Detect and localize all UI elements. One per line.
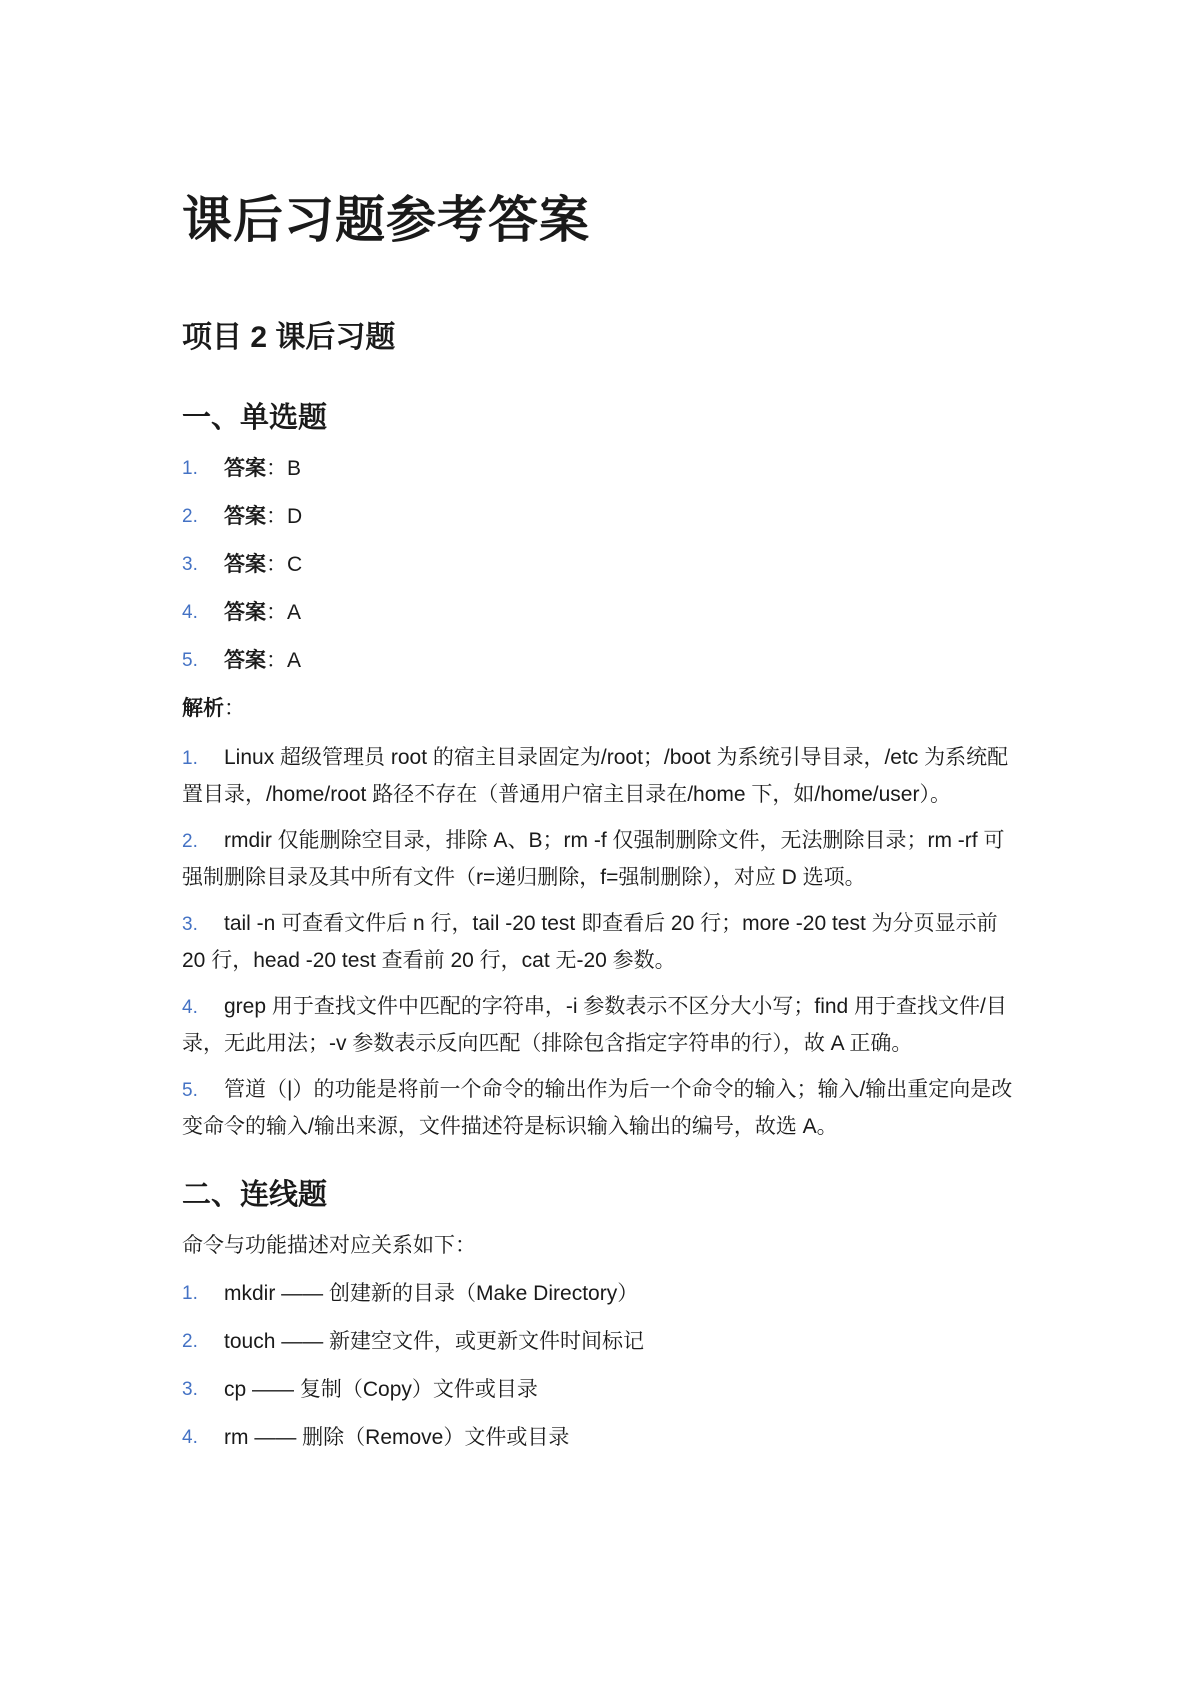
section-matching-title: 二、连线题	[182, 1179, 328, 1211]
analysis-text: Linux 超级管理员 root 的宿主目录固定为/root；/boot 为系统引导目录，/etc 为系统配置目录，/home/root 路径不存在（普通用户宿主目录在/home 下，如/home/user）。	[182, 746, 1009, 806]
analysis-text: grep 用于查找文件中匹配的字符串，-i 参数表示不区分大小写；find 用于查找文件/目录，无此用法；-v 参数表示反向匹配（排除包含指定字符串的行），故 A 正确。	[182, 995, 1007, 1055]
document-content	[182, 190, 1022, 1453]
answer-value: B	[287, 457, 302, 480]
item-number: 2.	[182, 506, 198, 527]
document-title: 课后习题参考答案	[182, 192, 590, 248]
matching-text: mkdir —— 创建新的目录（Make Directory）	[224, 1282, 639, 1305]
matching-list	[182, 1279, 1022, 1453]
matching-item	[182, 1423, 1022, 1453]
matching-item	[182, 1327, 1022, 1357]
item-number: 1.	[182, 1283, 198, 1304]
answer-value: A	[287, 601, 302, 624]
item-number: 1.	[182, 458, 198, 479]
answer-label: 答案	[224, 649, 266, 672]
analysis-heading: 解析：	[182, 697, 245, 720]
matching-item	[182, 1279, 1022, 1309]
answer-label: 答案	[224, 457, 266, 480]
matching-text: touch —— 新建空文件，或更新文件时间标记	[224, 1330, 645, 1353]
analysis-label: 解析	[182, 697, 224, 720]
answer-value: D	[287, 505, 303, 528]
answer-label: 答案	[224, 553, 266, 576]
item-number: 3.	[182, 554, 198, 575]
analysis-paragraph	[182, 740, 1022, 813]
answer-list	[182, 454, 1022, 676]
answer-item: 4. 答案：A	[182, 598, 1022, 628]
matching-item	[182, 1375, 1022, 1405]
item-number: 2.	[182, 1331, 198, 1352]
item-number: 3.	[182, 914, 198, 935]
item-number: 4.	[182, 602, 198, 623]
answer-label: 答案	[224, 505, 266, 528]
analysis-paragraph	[182, 989, 1022, 1062]
matching-text: cp —— 复制（Copy）文件或目录	[224, 1378, 538, 1401]
matching-text: rm —— 删除（Remove）文件或目录	[224, 1426, 570, 1449]
answer-item: 1. 答案：B	[182, 454, 1022, 484]
item-number: 2.	[182, 831, 198, 852]
analysis-paragraph	[182, 906, 1022, 979]
analysis-text: tail -n 可查看文件后 n 行，tail -20 test 即查看后 20 行；more -20 test 为分页显示前 20 行，head -20 test 查看前 20 行，cat 无-20 参数。	[182, 912, 998, 972]
item-number: 3.	[182, 1379, 198, 1400]
answer-item: 5. 答案：A	[182, 646, 1022, 676]
analysis-text: 管道（|）的功能是将前一个命令的输出作为后一个命令的输入；输入/输出重定向是改变命令的输入/输出来源，文件描述符是标识输入输出的编号，故选 A。	[182, 1078, 1013, 1138]
analysis-paragraph	[182, 1072, 1022, 1145]
answer-label: 答案	[224, 601, 266, 624]
item-number: 4.	[182, 1427, 198, 1448]
matching-intro: 命令与功能描述对应关系如下：	[182, 1234, 476, 1257]
item-number: 1.	[182, 748, 198, 769]
item-number: 5.	[182, 650, 198, 671]
section-single-choice-title: 一、单选题	[182, 402, 328, 434]
answer-item: 2. 答案：D	[182, 502, 1022, 532]
analysis-text: rmdir 仅能删除空目录，排除 A、B；rm -f 仅强制删除文件，无法删除目录；rm -rf 可强制删除目录及其中所有文件（r=递归删除，f=强制删除），对应 D 选项。	[182, 829, 1005, 889]
answer-value: C	[287, 553, 303, 576]
item-number: 4.	[182, 997, 198, 1018]
analysis-paragraph	[182, 823, 1022, 896]
project-title: 项目 2 课后习题	[182, 321, 396, 354]
answer-value: A	[287, 649, 302, 672]
item-number: 5.	[182, 1080, 198, 1101]
answer-item: 3. 答案：C	[182, 550, 1022, 580]
